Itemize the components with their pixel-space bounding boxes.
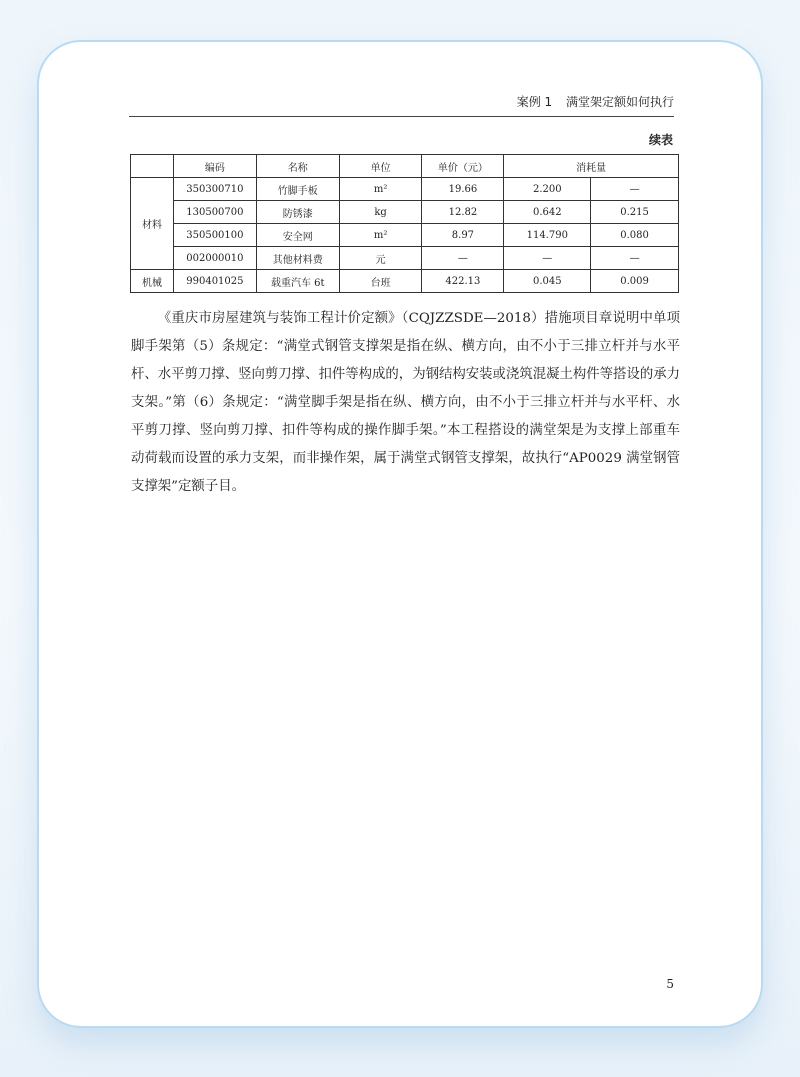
unit-cell: 台班 [339,270,422,293]
body-paragraph: 《重庆市房屋建筑与装饰工程计价定额》（CQJZZSDE—2018）措施项目章说明中单项脚手架第（5）条规定：“满堂式钢管支撑架是指在纵、横方向，由不小于三排立杆并与水平杆、水平剪刀撑、竖向剪刀撑、扣件等构成的，为钢结构安装或浇筑混凝土构件等搭设的承力支架。”第（6）条规定：“满堂脚手架是指在纵、横方向，由不小于三排立杆并与水平杆、水平剪刀撑、竖向剪刀撑、扣件等构成的操作脚手架。”本工程搭设的满堂架是为支撑上部重车动荷载而设置的承力支架，而非操作架，属于满堂式钢管支撑架，故执行“AP0029 满堂钢管支撑架”定额子目。 [131,311,681,494]
quantity-cell-1: 0.642 [504,201,591,224]
code-cell: 990401025 [173,270,256,293]
case-label: 案例 1 [516,95,553,109]
quantity-cell-2: 0.080 [591,224,679,247]
price-cell: 422.13 [422,270,504,293]
quantity-cell-1: 114.790 [504,224,591,247]
group-cell-machinery: 机械 [131,270,174,293]
table-row [131,178,679,201]
quantity-cell-1: 0.045 [504,270,591,293]
code-cell: 002000010 [173,247,256,270]
column-header-price: 单价（元） [422,155,504,178]
page-card [37,40,763,1028]
quantity-cell-2: — [591,247,679,270]
price-cell: — [422,247,504,270]
table-row [131,201,679,224]
code-cell: 350500100 [173,224,256,247]
continued-label: 续表 [648,133,673,147]
unit-cell: m² [339,224,422,247]
code-cell: 130500700 [173,201,256,224]
running-header [129,90,674,117]
chapter-title: 满堂架定额如何执行 [565,95,674,109]
consumption-table [130,154,679,293]
column-header-code: 编码 [173,155,256,178]
price-cell: 8.97 [422,224,504,247]
table-header-row [131,155,679,178]
column-header-consumption: 消耗量 [504,155,679,178]
page-number: 5 [666,977,674,991]
name-cell: 其他材料费 [256,247,339,270]
unit-cell: kg [339,201,422,224]
quantity-cell-2: 0.215 [591,201,679,224]
column-header-unit: 单位 [339,155,422,178]
table-row [131,247,679,270]
unit-cell: m² [339,178,422,201]
table-row [131,224,679,247]
price-cell: 19.66 [422,178,504,201]
name-cell: 防锈漆 [256,201,339,224]
name-cell: 竹脚手板 [256,178,339,201]
quantity-cell-2: — [591,178,679,201]
header-blank-cell [131,155,174,178]
quantity-cell-2: 0.009 [591,270,679,293]
price-cell: 12.82 [422,201,504,224]
column-header-name: 名称 [256,155,339,178]
table-row [131,270,679,293]
quantity-cell-1: — [504,247,591,270]
code-cell: 350300710 [173,178,256,201]
quantity-cell-1: 2.200 [504,178,591,201]
group-cell-materials: 材料 [131,178,174,270]
name-cell: 安全网 [256,224,339,247]
name-cell: 载重汽车 6t [256,270,339,293]
unit-cell: 元 [339,247,422,270]
